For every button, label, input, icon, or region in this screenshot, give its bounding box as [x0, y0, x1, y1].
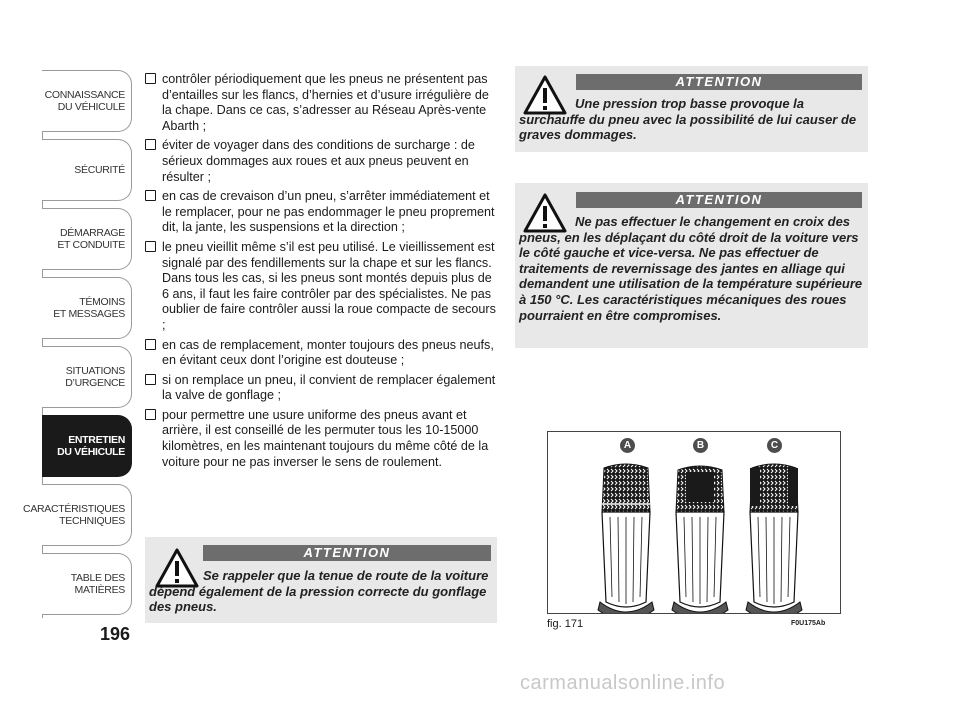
list-item	[145, 189, 497, 236]
checkbox-bullet-icon	[145, 241, 156, 252]
checkbox-bullet-icon	[145, 139, 156, 150]
checkbox-bullet-icon	[145, 190, 156, 201]
list-item	[145, 373, 497, 404]
tab-label: TABLE DES	[70, 572, 125, 584]
list-item-text: éviter de voyager dans des conditions de surcharge : de sérieux dommages aux roues et aux pneus peuvent en résulter ;	[162, 138, 475, 184]
tyre-a	[598, 464, 654, 613]
attention-text: Une pression trop basse provoque la surchauffe du pneu avec la possibilité de lui causer de graves dommages.	[519, 96, 857, 143]
list-item	[145, 240, 497, 334]
tab-label: CONNAISSANCE	[44, 89, 125, 101]
maintenance-list	[145, 72, 497, 474]
list-item-text: en cas de remplacement, monter toujours des pneus neufs, en évitant ceux dont l’origine est douteuse ;	[162, 337, 494, 368]
watermark: carmanualsonline.info	[520, 672, 726, 694]
attention-text: Ne pas effectuer le changement en croix des pneus, en les déplaçant du côté droit de la voiture vers le côté gauche et vice-versa. Ne pas effectuer de traitements de revernissage des jantes en alliage qui demandent une utilisation de la température supérieure à 150 °C. Les caractéristiques mécaniques des roues pourraient en être compromises.	[519, 214, 863, 323]
tab-demarrage[interactable]	[42, 208, 132, 270]
tab-securite[interactable]	[42, 139, 132, 201]
checkbox-bullet-icon	[145, 374, 156, 385]
tab-label: DÉMARRAGE	[60, 227, 125, 239]
tab-label: TÉMOINS	[79, 296, 125, 308]
tab-label: ENTRETIEN	[68, 434, 125, 446]
tab-label: CARACTÉRISTIQUES	[23, 503, 125, 515]
tab-temoins[interactable]	[42, 277, 132, 339]
checkbox-bullet-icon	[145, 339, 156, 350]
figure-caption: fig. 171	[547, 618, 584, 630]
attention-title: ATTENTION	[203, 545, 491, 561]
label-c: C	[767, 438, 782, 453]
figure-code: F0U175Ab	[791, 620, 826, 627]
page-number: 196	[100, 624, 131, 644]
attention-title: ATTENTION	[576, 74, 862, 90]
checkbox-bullet-icon	[145, 409, 156, 420]
tyre-illustration	[548, 432, 840, 613]
tab-label: SÉCURITÉ	[74, 164, 125, 176]
list-item	[145, 338, 497, 369]
tab-entretien[interactable]	[42, 415, 132, 477]
tab-label: DU VÉHICULE	[57, 446, 125, 458]
list-item-text: le pneu vieillit même s’il est peu utilisé. Le vieillissement est signalé par des fendillements sur la chape et sur les flancs. Dans tous les cas, si les pneus sont montés depuis plus de 6 ans, il faut les faire contrôler par des spécialistes. Ne pas oublier de faire contrôler aussi la roue compacte de secours ;	[162, 239, 496, 332]
tyre-wear-figure	[547, 431, 841, 614]
tab-label: ET CONDUITE	[57, 239, 125, 251]
tab-label: TECHNIQUES	[59, 515, 125, 527]
list-item	[145, 72, 497, 134]
tab-caracteristiques[interactable]	[23, 484, 132, 546]
list-item-text: contrôler périodiquement que les pneus ne présentent pas d’entailles sur les flancs, d’hernies et d’usure irrégulière de la chape. Dans ce cas, s’adresser au Réseau Après-vente Abarth ;	[162, 72, 489, 133]
label-b: B	[693, 438, 708, 453]
list-item	[145, 138, 497, 185]
checkbox-bullet-icon	[145, 73, 156, 84]
tab-situations[interactable]	[42, 346, 132, 408]
attention-title: ATTENTION	[576, 192, 862, 208]
tab-label: DU VÉHICULE	[57, 101, 125, 113]
list-item-text: si on remplace un pneu, il convient de remplacer également la valve de gonflage ;	[162, 372, 496, 403]
tab-label: SITUATIONS	[65, 365, 125, 377]
tab-table-des-matieres[interactable]	[42, 553, 132, 615]
tab-connaissance[interactable]	[42, 70, 132, 132]
tab-label: ET MESSAGES	[53, 308, 125, 320]
attention-text: Se rappeler que la tenue de route de la voiture dépend également de la pression correcte du gonflage des pneus.	[149, 568, 489, 615]
attention-box	[515, 183, 868, 348]
tab-label: MATIÈRES	[74, 584, 125, 596]
label-a: A	[620, 438, 635, 453]
list-item-text: pour permettre une usure uniforme des pneus avant et arrière, il est conseillé de les permuter tous les 10-15000 kilomètres, en les maintenant toujours du même côté de la voiture pour ne pas inverser le sens de roulement.	[162, 407, 489, 469]
list-item-text: en cas de crevaison d’un pneu, s’arrêter immédiatement et le remplacer, pour ne pas endommager le pneu proprement dit, la jante, les suspensions et la direction ;	[162, 189, 495, 235]
list-item	[145, 408, 497, 470]
tyre-c	[746, 464, 802, 613]
attention-box	[145, 537, 497, 623]
tyre-b	[672, 466, 728, 613]
attention-box	[515, 66, 868, 152]
tab-label: D’URGENCE	[65, 377, 125, 389]
